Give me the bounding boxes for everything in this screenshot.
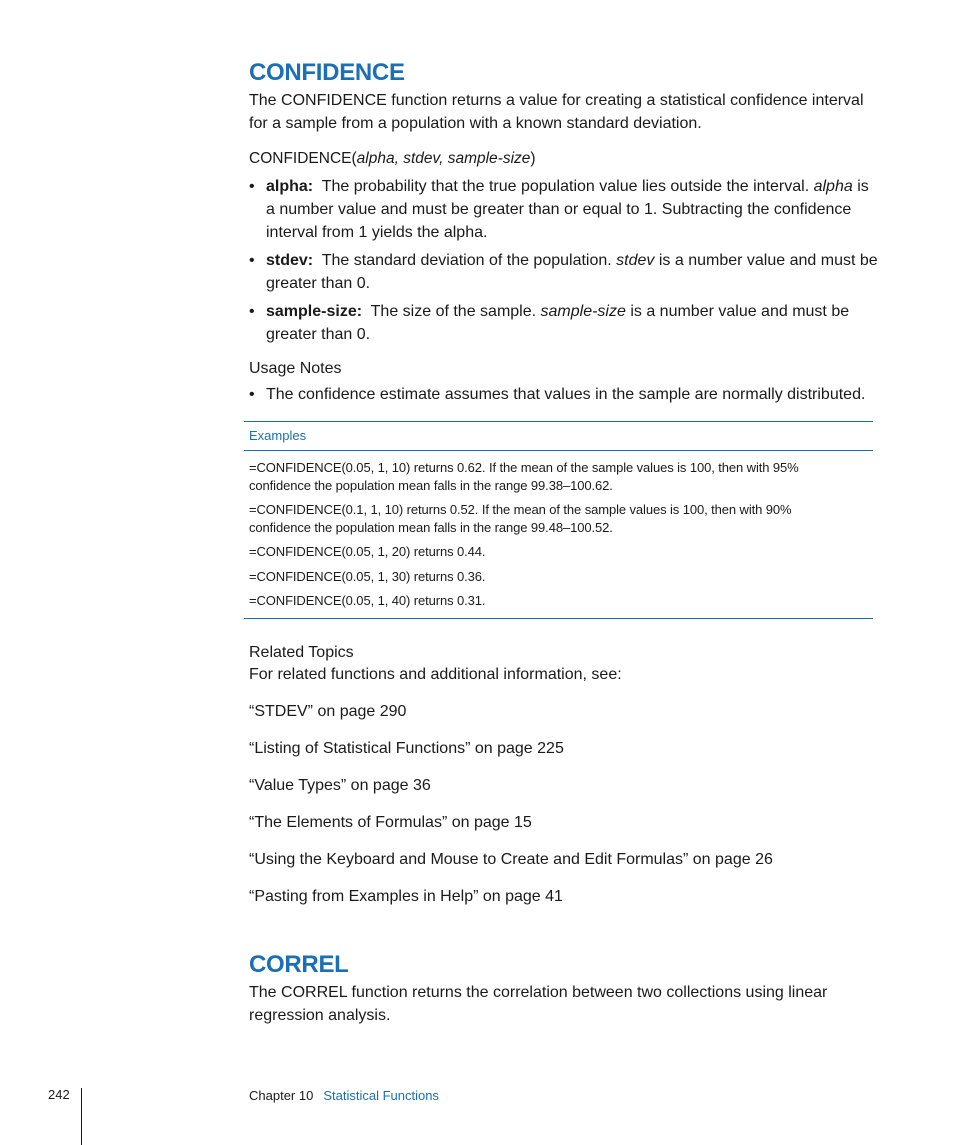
argument-desc-rest: is a number value and must be greater than 0. xyxy=(266,303,850,343)
example-row: =CONFIDENCE(0.05, 1, 20) returns 0.44. xyxy=(249,544,486,559)
correl-section xyxy=(249,950,879,1027)
example-row: =CONFIDENCE(0.1, 1, 10) returns 0.52. If the mean of the sample values is 100, then with 90% confidence the population mean falls in the range 99.48–100.52. xyxy=(249,502,792,535)
related-link[interactable]: “The Elements of Formulas” on page 15 xyxy=(249,814,532,831)
examples-table xyxy=(244,421,873,619)
usage-note: • The confidence estimate assumes that values in the sample are normally distributed. xyxy=(249,386,866,403)
correl-intro: The CORREL function returns the correlation between two collections using linear regression analysis. xyxy=(249,984,828,1024)
argument-name: stdev: xyxy=(266,252,314,269)
confidence-title: CONFIDENCE xyxy=(249,59,405,86)
page-number: 242 xyxy=(48,1087,70,1102)
example-row: =CONFIDENCE(0.05, 1, 40) returns 0.31. xyxy=(249,593,486,608)
argument-desc: The standard deviation of the population. xyxy=(321,252,617,269)
example-row: =CONFIDENCE(0.05, 1, 10) returns 0.62. If the mean of the sample values is 100, then with 95% confidence the population mean falls in the range 99.38–100.62. xyxy=(249,460,799,493)
examples-body xyxy=(244,451,873,618)
argument-stdev: • stdev: The standard deviation of the population. stdev is a number value and must be greater than 0. xyxy=(249,252,878,292)
footer-divider xyxy=(81,1088,82,1145)
usage-note-text: The confidence estimate assumes that values in the sample are normally distributed. xyxy=(266,386,866,403)
related-topics-intro: For related functions and additional information, see: xyxy=(249,666,622,683)
footer-chapter xyxy=(249,1088,439,1103)
confidence-section xyxy=(249,58,879,406)
argument-italic: alpha xyxy=(813,178,853,195)
syntax-arguments: alpha, stdev, sample-size xyxy=(356,150,531,167)
related-topics xyxy=(249,642,879,908)
argument-italic: stdev xyxy=(616,252,655,269)
related-link[interactable]: “Pasting from Examples in Help” on page 41 xyxy=(249,888,563,905)
argument-desc: The probability that the true population value lies outside the interval. xyxy=(321,178,814,195)
argument-sample-size: • sample-size: The size of the sample. sample-size is a number value and must be greater than 0. xyxy=(249,303,850,343)
related-link[interactable]: “Value Types” on page 36 xyxy=(249,777,431,794)
correl-title: CORREL xyxy=(249,951,349,978)
syntax-function-name: CONFIDENCE xyxy=(249,150,352,167)
related-topics-title: Related Topics xyxy=(249,644,354,661)
argument-desc-rest: is a number value and must be greater than or equal to 1. Subtracting the confidence interval from 1 yields the alpha. xyxy=(266,178,869,241)
usage-notes-title: Usage Notes xyxy=(249,360,342,377)
argument-name: sample-size: xyxy=(266,303,363,320)
argument-desc-rest: is a number value and must be greater than 0. xyxy=(266,252,878,292)
argument-desc: The size of the sample. xyxy=(370,303,541,320)
related-link[interactable]: “Using the Keyboard and Mouse to Create and Edit Formulas” on page 26 xyxy=(249,851,773,868)
argument-list xyxy=(249,175,879,346)
argument-name: alpha: xyxy=(266,178,314,195)
argument-alpha: • alpha: The probability that the true population value lies outside the interval. alpha is a number value and must be greater than or equal to 1. Subtracting the confidence interval from 1 yields the alpha. xyxy=(249,178,869,241)
examples-header: Examples xyxy=(244,422,873,451)
argument-italic: sample-size xyxy=(540,303,626,320)
usage-notes-list xyxy=(249,383,879,406)
chapter-label: Chapter 10 xyxy=(249,1088,314,1103)
chapter-section-link[interactable]: Statistical Functions xyxy=(323,1088,439,1103)
confidence-syntax: CONFIDENCE(alpha, stdev, sample-size) xyxy=(249,150,536,167)
confidence-intro: The CONFIDENCE function returns a value for creating a statistical confidence interval for a sample from a population with a known standard deviation. xyxy=(249,92,864,132)
example-row: =CONFIDENCE(0.05, 1, 30) returns 0.36. xyxy=(249,568,486,584)
related-link[interactable]: “Listing of Statistical Functions” on page 225 xyxy=(249,740,564,757)
related-link[interactable]: “STDEV” on page 290 xyxy=(249,703,407,720)
